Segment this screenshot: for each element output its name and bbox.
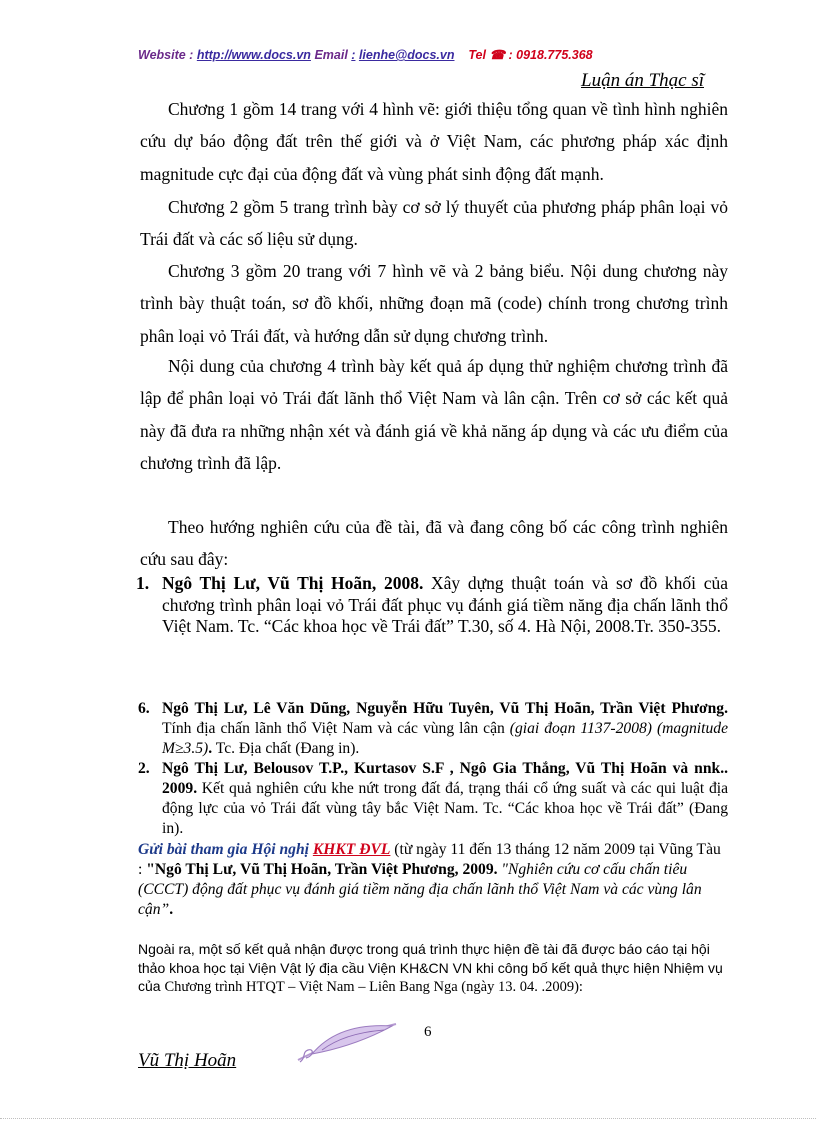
website-link[interactable]: http://www.docs.vn bbox=[196, 48, 311, 62]
paragraph-chapter-2: Chương 2 gồm 5 trang trình bày cơ sở lý thuyết của phương pháp phân loại vỏ Trái đất và các số liệu sử dụng. bbox=[140, 197, 728, 250]
author-name-text: Vũ Thị Hoãn bbox=[138, 1050, 237, 1071]
conference-name: KHKT ĐVL bbox=[312, 841, 391, 858]
email-label: Email bbox=[314, 48, 348, 62]
publication-number: 6. bbox=[138, 700, 150, 717]
conference-details: (từ ngày 11 đến 13 tháng 12 năm 2009 tại Vũng Tàu : bbox=[138, 841, 721, 878]
publication-number: 2. bbox=[138, 760, 150, 777]
publication-authors: Ngô Thị Lư, Belousov T.P., Kurtasov S.F , Ngô Gia Thắng, Vũ Thị Hoãn và nnk.. 2009. bbox=[162, 760, 728, 797]
closing-paragraph bbox=[138, 940, 738, 997]
site-header bbox=[138, 47, 593, 62]
feather-ornament bbox=[292, 1018, 402, 1066]
tel-number: 0918.775.368 bbox=[516, 48, 593, 62]
paragraph-publications-intro: Theo hướng nghiên cứu của đề tài, đã và đang công bố các công trình nghiên cứu sau đây: bbox=[140, 517, 728, 570]
conference-lead: Gửi bài tham gia Hội nghị bbox=[138, 841, 309, 858]
conference-authors: "Ngô Thị Lư, Vũ Thị Hoãn, Trần Việt Phương, 2009. bbox=[146, 861, 498, 878]
publication-number: 1. bbox=[136, 573, 150, 593]
closing-tail: Chương trình HTQT – Việt Nam – Liên Bang Nga (ngày 13. 04. .2009): bbox=[164, 979, 583, 995]
conference-end: . bbox=[169, 901, 174, 918]
publication-details: Xây dựng thuật toán và sơ đồ khối của chương trình phân loại vỏ Trái đất phục vụ đánh giá tiềm năng địa chấn lãnh thổ Việt Nam. Tc. “Các khoa học về Trái đất” T.30, số 4. Hà Nội, 2008.Tr. 350-355. bbox=[162, 573, 728, 636]
email-separator: : bbox=[351, 48, 356, 62]
publication-details: Tính địa chấn lãnh thổ Việt Nam và các vùng lân cận bbox=[162, 720, 510, 737]
publication-journal: Tc. Địa chất (Đang in). bbox=[212, 740, 360, 757]
publication-authors: Ngô Thị Lư, Lê Văn Dũng, Nguyễn Hữu Tuyên, Vũ Thị Hoãn, Trần Việt Phương. bbox=[162, 700, 728, 717]
publication-item bbox=[138, 759, 728, 839]
publication-item bbox=[136, 573, 728, 638]
conference-paper-title: "Nghiên cứu cơ cấu chấn tiêu (CCCT) động đất phục vụ đánh giá tiềm năng địa chấn lãnh thổ Việt Nam và các vùng lân cận” bbox=[138, 861, 702, 918]
publication-italic: (giai đoạn 1137-2008) (magnitude M≥3.5) bbox=[162, 720, 728, 757]
conference-paragraph bbox=[138, 840, 728, 920]
publication-text bbox=[162, 759, 728, 839]
website-label: Website : bbox=[138, 48, 194, 62]
paragraph-chapter-1: Chương 1 gồm 14 trang với 4 hình vẽ: giới thiệu tổng quan về tình hình nghiên cứu dự báo động đất trên thế giới và ở Việt Nam, các phương pháp xác định magnitude cực đại của động đất và vùng phát sinh động đất mạnh. bbox=[140, 99, 728, 184]
publication-list bbox=[138, 699, 728, 839]
author-name bbox=[138, 1050, 244, 1072]
paragraph-chapter-3: Chương 3 gồm 20 trang với 7 hình vẽ và 2 bảng biểu. Nội dung chương này trình bày thuật toán, sơ đồ khối, những đoạn mã (code) chính trong chương trình phân loại vỏ Trái đất, và hướng dẫn sử dụng chương trình. bbox=[140, 261, 728, 346]
publication-authors: Ngô Thị Lư, Vũ Thị Hoãn, 2008. bbox=[162, 573, 424, 593]
publication-text bbox=[162, 573, 728, 638]
tel-label: Tel ☎ : bbox=[468, 48, 513, 62]
publication-item bbox=[138, 699, 728, 759]
publication-period: . bbox=[208, 740, 213, 757]
paragraph-chapter-4: Nội dung của chương 4 trình bày kết quả áp dụng thử nghiệm chương trình đã lập để phân loại vỏ Trái đất lãnh thổ Việt Nam và lân cận. Trên cơ sở các kết quả này đã đưa ra những nhận xét và đánh giá về khả năng áp dụng và các ưu điểm của chương trình đã lập. bbox=[140, 356, 728, 473]
publication-text bbox=[162, 699, 728, 759]
thesis-label: Luận án Thạc sĩ bbox=[581, 70, 704, 91]
closing-text: Ngoài ra, một số kết quả nhận được trong quá trình thực hiện đề tài đã được báo cáo tại hội thảo khoa học tại Viện Vật lý địa cầu Viện KH&CN VN khi công bố kết quả thực hiện Nhiệm vụ của bbox=[138, 941, 723, 994]
email-link[interactable]: lienhe@docs.vn bbox=[358, 48, 455, 62]
publication-details: Kết quả nghiên cứu khe nứt trong đất đá, trạng thái cổ ứng suất và các qui luật địa động lực của vỏ Trái đất vùng tây bắc Việt Nam. Tc. “Các khoa học về Trái đất” (Đang in). bbox=[162, 780, 728, 837]
page-number: 6 bbox=[424, 1024, 432, 1040]
page-bottom-divider bbox=[0, 1118, 816, 1120]
